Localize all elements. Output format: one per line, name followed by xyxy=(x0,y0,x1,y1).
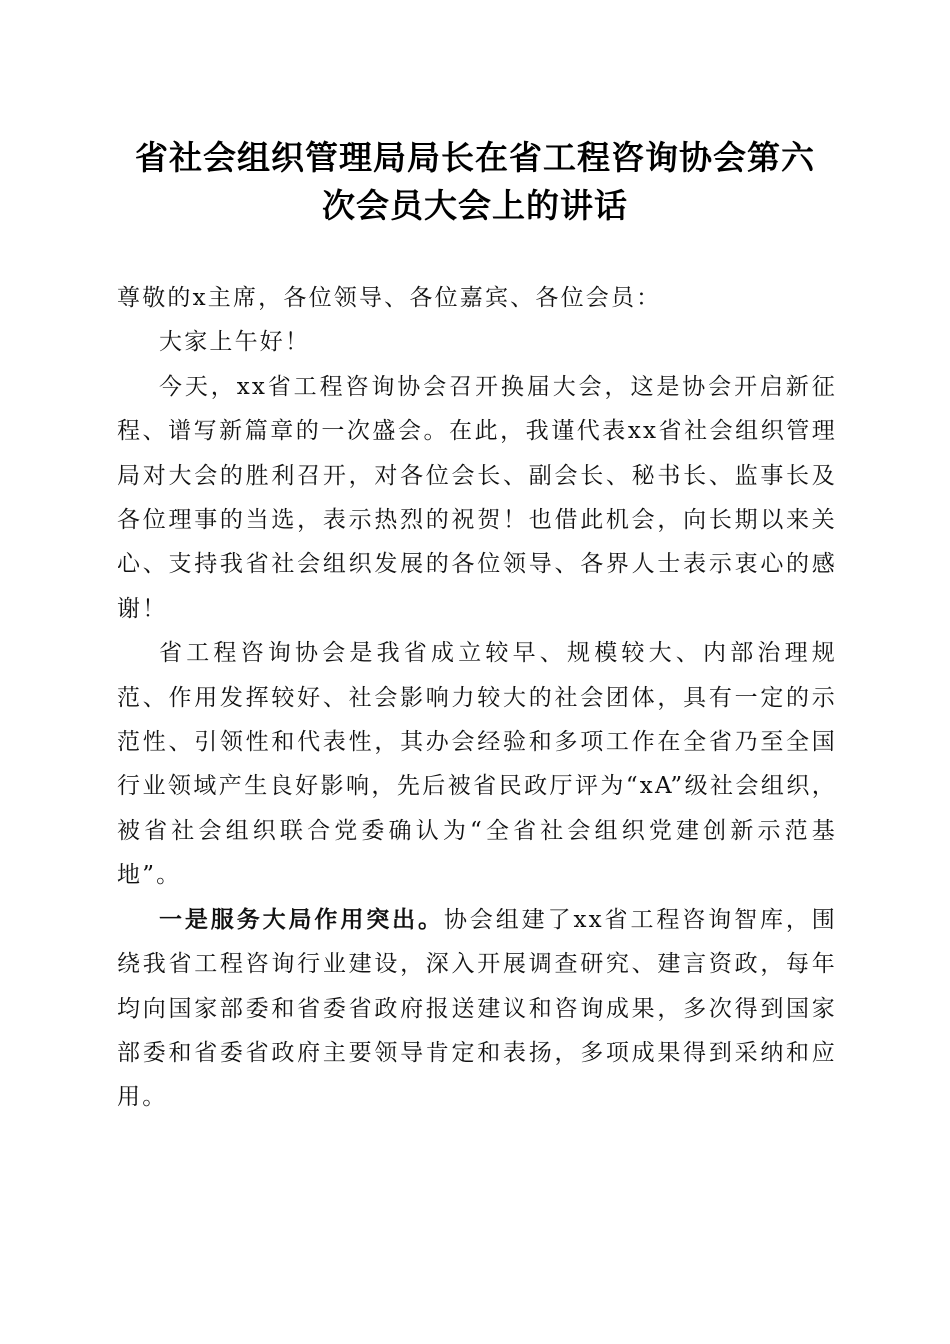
title-line-2: 次会员大会上的讲话 xyxy=(322,186,628,225)
paragraph-association-intro: 省工程咨询协会是我省成立较早、规模较大、内部治理规范、作用发挥较好、社会影响力较大的社会团体，具有一定的示范性、引领性和代表性，其办会经验和多项工作在全省乃至全国行业领域产生良好影响，先后被省民政厅评为“xA”级社会组织，被省社会组织联合党委确认为“全省社会组织党建创新示范基地”。 xyxy=(117,640,837,889)
point-one-heading: 一是服务大局作用突出。 xyxy=(159,905,444,933)
title-line-1: 省社会组织管理局局长在省工程咨询协会第六 xyxy=(135,138,815,177)
document-body xyxy=(117,276,837,1120)
greeting: 大家上午好！ xyxy=(159,329,311,356)
paragraph-congratulations: 今天，xx省工程咨询协会召开换届大会，这是协会开启新征程、谱写新篇章的一次盛会。在此，我谨代表xx省社会组织管理局对大会的胜利召开，对各位会长、副会长、秘书长、监事长及各位理事的当选，表示热烈的祝贺！也借此机会，向长期以来关心、支持我省社会组织发展的各位领导、各界人士表示衷心的感谢！ xyxy=(117,373,837,622)
document-title xyxy=(100,134,850,230)
point-one-text: 协会组建了xx省工程咨询智库，围绕我省工程咨询行业建设，深入开展调查研究、建言资政，每年均向国家部委和省委省政府报送建议和咨询成果，多次得到国家部委和省委省政府主要领导肯定和表扬，多项成果得到采纳和应用。 xyxy=(117,906,837,1111)
paragraph-point-one xyxy=(117,898,837,1120)
salutation: 尊敬的x主席，各位领导、各位嘉宾、各位会员： xyxy=(117,285,662,311)
